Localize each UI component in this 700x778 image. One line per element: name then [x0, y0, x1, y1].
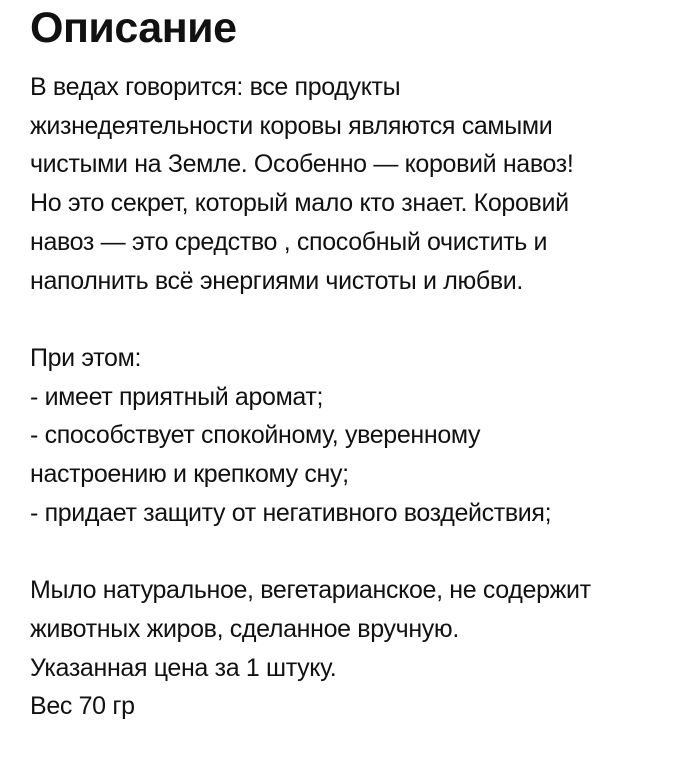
properties-line: - придает защиту от негативного воздействия;: [30, 498, 552, 527]
properties-line: При этом:: [30, 343, 142, 372]
properties-paragraph: [30, 339, 690, 533]
intro-line: чистыми на Земле. Особенно — коровий навоз!: [30, 150, 574, 179]
details-line: Мыло натуральное, вегетарианское, не содержит: [30, 576, 591, 605]
section-title: Описание: [30, 4, 237, 52]
details-paragraph: [30, 571, 690, 726]
intro-line: Но это секрет, который мало кто знает. Коровий: [30, 189, 569, 218]
intro-line: В ведах говорится: все продукты: [30, 73, 401, 101]
paragraph-spacer: [30, 300, 690, 339]
details-line: Указанная цена за 1 штуку.: [30, 653, 337, 682]
properties-line: - способствует спокойному, уверенному: [30, 421, 481, 450]
description-section: [30, 0, 690, 726]
intro-line: навоз — это средство , способный очистить и: [30, 227, 548, 256]
properties-line: - имеет приятный аромат;: [30, 382, 324, 411]
paragraph-spacer: [30, 532, 690, 571]
intro-line: наполнить всё энергиями чистоты и любви.: [30, 266, 523, 295]
intro-line: жизнедеятельности коровы являются самыми: [30, 111, 553, 140]
properties-line: настроению и крепкому сну;: [30, 460, 349, 489]
details-line: животных жиров, сделанное вручную.: [30, 614, 459, 643]
details-line: Вес 70 гр: [30, 692, 135, 721]
intro-paragraph: [30, 68, 690, 300]
